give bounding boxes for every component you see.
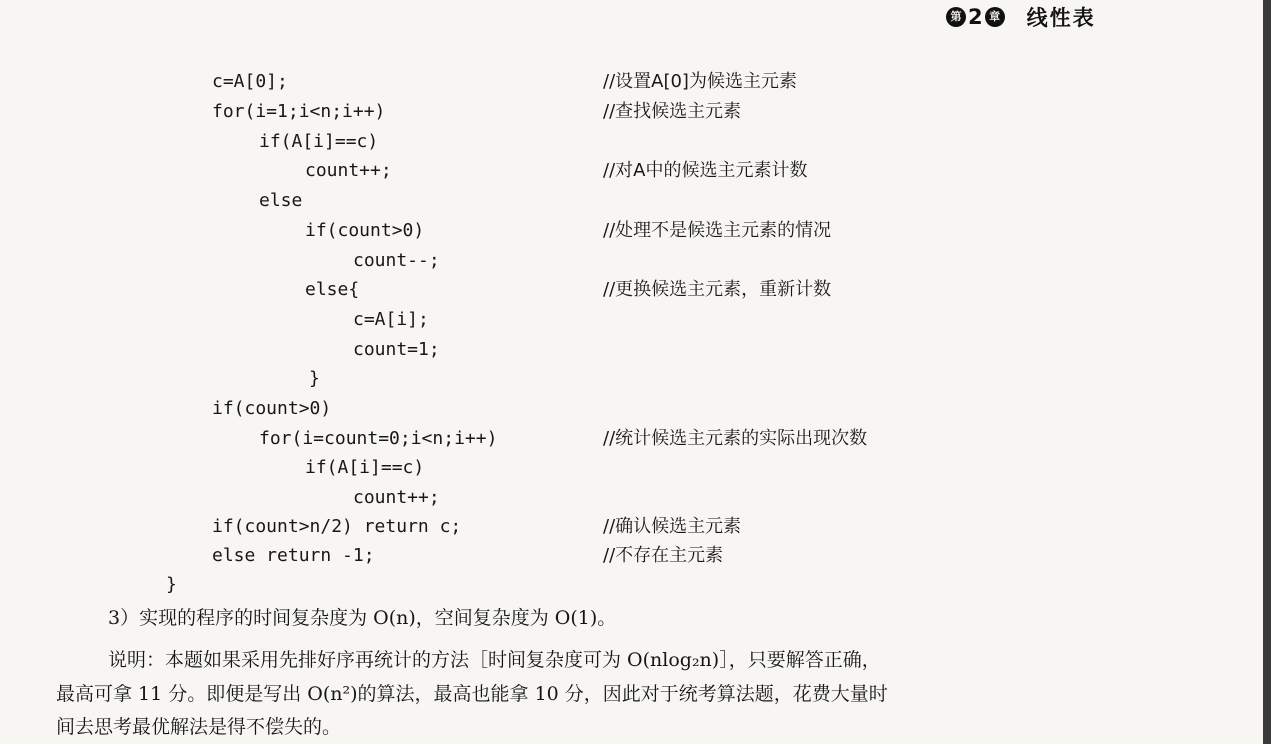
note-paragraph-line: 间去思考最优解法是得不偿失的。 xyxy=(56,716,342,738)
code-line: c=A[0]; xyxy=(212,71,288,92)
code-comment: //更换候选主元素，重新计数 xyxy=(603,279,832,300)
note-paragraph-line: 说明：本题如果采用先排好序再统计的方法［时间复杂度可为 O(nlog₂n)］，只要解答正确， xyxy=(108,649,881,671)
code-line: } xyxy=(166,574,177,595)
note-paragraph-line: 最高可拿 11 分。即便是写出 O(n²)的算法，最高也能拿 10 分，因此对于统考算法题，花费大量时 xyxy=(56,683,888,705)
code-comment: //设置A[0]为候选主元素 xyxy=(603,71,797,92)
code-line: if(count>n/2) return c; xyxy=(212,516,462,537)
code-line: else return -1; xyxy=(212,545,375,566)
code-comment: //处理不是候选主元素的情况 xyxy=(603,220,832,241)
code-line: if(count>0) xyxy=(305,220,425,241)
chapter-badge-left: 第 xyxy=(946,7,966,27)
chapter-badge-right: 章 xyxy=(985,7,1005,27)
code-line: if(count>0) xyxy=(212,398,332,419)
code-line: for(i=count=0;i<n;i++) xyxy=(259,428,498,449)
code-comment: //查找候选主元素 xyxy=(603,101,742,122)
code-line: count=1; xyxy=(353,339,440,360)
code-comment: //统计候选主元素的实际出现次数 xyxy=(603,428,868,449)
code-line: if(A[i]==c) xyxy=(259,131,379,152)
chapter-number: 2 xyxy=(968,5,983,29)
code-line: if(A[i]==c) xyxy=(305,457,425,478)
code-comment: //确认候选主元素 xyxy=(603,516,742,537)
code-line: count++; xyxy=(353,487,440,508)
code-line: else{ xyxy=(305,279,360,300)
code-line: c=A[i]; xyxy=(353,309,429,330)
code-comment: //不存在主元素 xyxy=(603,545,724,566)
code-line: else xyxy=(259,190,303,211)
chapter-title: 线性表 xyxy=(1026,6,1096,30)
code-line: count--; xyxy=(353,250,440,271)
complexity-paragraph: 3）实现的程序的时间复杂度为 O(n)，空间复杂度为 O(1)。 xyxy=(108,607,617,629)
code-line: count++; xyxy=(305,160,392,181)
code-line: } xyxy=(309,368,320,389)
viewer-edge xyxy=(1263,0,1271,744)
code-comment: //对A中的候选主元素计数 xyxy=(603,160,808,181)
code-line: for(i=1;i<n;i++) xyxy=(212,101,386,122)
chapter-header xyxy=(946,2,1096,32)
